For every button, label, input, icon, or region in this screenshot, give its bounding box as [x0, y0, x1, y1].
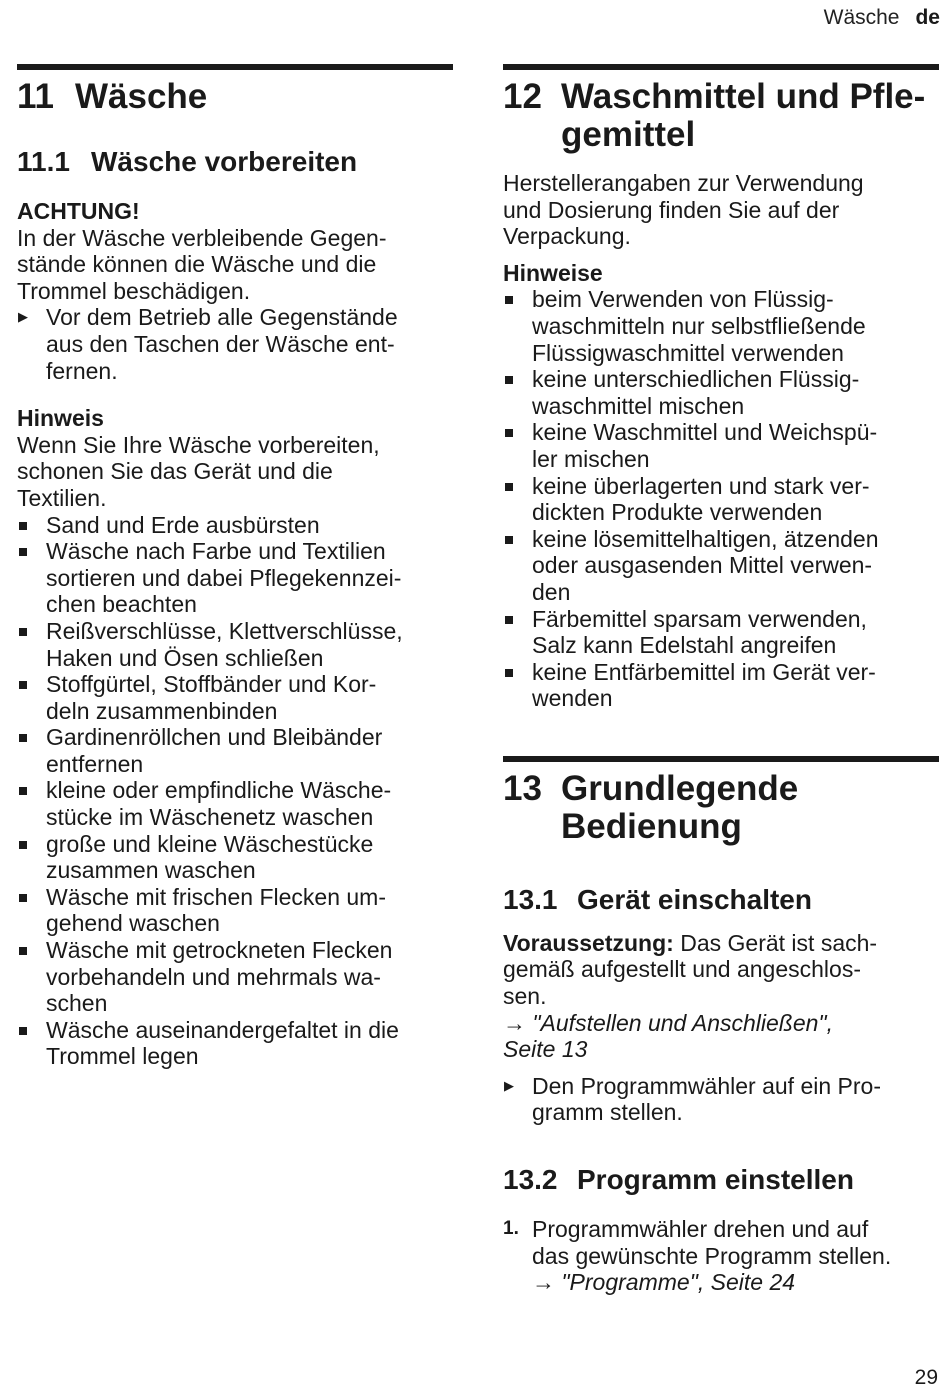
detergent-notes-list [503, 286, 939, 712]
item-line: keine unterschiedlichen Flüssig- [532, 366, 860, 393]
chapter-title-line: gemittel [561, 115, 696, 154]
intro-line: Herstellerangaben zur Verwendung [503, 170, 864, 196]
item-line: Wäsche auseinandergefaltet in die [46, 1016, 399, 1043]
caution-block [17, 198, 453, 384]
item-line: vorbehandeln und mehrmals wa- [46, 963, 381, 990]
chapter-title-line: Grundlegende [561, 768, 799, 808]
chapter-13-heading [503, 770, 939, 846]
section-title: Programm einstellen [577, 1164, 854, 1196]
item-line: Wäsche mit getrockneten Flecken [46, 937, 393, 964]
section-13-2-heading [503, 1164, 939, 1196]
list-item [17, 777, 453, 830]
chapter-number: 13 [503, 768, 542, 808]
prerequisite-line: gemäß aufgestellt und angeschlos- [503, 956, 861, 983]
item-line: Reißverschlüsse, Klettverschlüsse, [46, 617, 403, 644]
step-line: aus den Taschen der Wäsche ent- [46, 330, 395, 357]
item-line: oder ausgasenden Mittel verwen- [532, 552, 873, 579]
step-line: das gewünschte Programm stellen. [532, 1242, 892, 1269]
chapter-title-line: Waschmittel und Pfle- [561, 77, 926, 116]
step-line: fernen. [46, 357, 118, 384]
item-line: chen beachten [46, 591, 197, 618]
list-item [503, 366, 939, 419]
section-title: Wäsche vorbereiten [91, 146, 358, 177]
list-item [503, 473, 939, 526]
list-item [17, 671, 453, 724]
section-number: 13.2 [503, 1164, 558, 1196]
item-line: entfernen [46, 750, 144, 777]
item-line: beim Verwenden von Flüssig- [532, 286, 834, 313]
note-block [17, 405, 453, 1070]
item-line: große und kleine Wäschestücke [46, 830, 374, 857]
list-item [17, 512, 453, 539]
page-number: 29 [914, 1366, 938, 1389]
triangle-bullet-icon: ▶ [504, 1077, 514, 1093]
caution-label: ACHTUNG! [17, 198, 140, 224]
chapter-title [561, 770, 798, 846]
caution-line: Trommel beschädigen. [17, 277, 251, 304]
item-line: zusammen waschen [46, 857, 256, 884]
step-number: 1. [503, 1218, 519, 1240]
numbered-step [503, 1216, 939, 1296]
step-line: Vor dem Betrieb alle Gegenstände [46, 304, 398, 331]
item-line: Wäsche nach Farbe und Textilien [46, 538, 386, 565]
intro-line: und Dosierung finden Sie auf der [503, 196, 840, 223]
item-line: waschmitteln nur selbstfließende [532, 312, 866, 339]
prerequisite-text: Das Gerät ist sach- [673, 929, 878, 956]
section-number: 11.1 [17, 146, 70, 177]
chapter-number: 11 [17, 77, 54, 116]
item-line: deln zusammenbinden [46, 697, 278, 724]
right-column [503, 64, 939, 1296]
item-line: den [532, 578, 571, 605]
triangle-bullet-icon: ▶ [18, 309, 28, 325]
item-line: stücke im Wäschenetz waschen [46, 804, 374, 831]
caution-action-step [17, 304, 453, 384]
chapter-title [561, 78, 925, 154]
chapter-rule [503, 64, 939, 70]
chapter-title-line: Bedienung [561, 806, 742, 846]
item-line: keine Entfärbemittel im Gerät ver- [532, 658, 876, 685]
reference-text: "Programme", Seite 24 [555, 1269, 796, 1296]
arrow-right-icon: → [503, 1009, 526, 1036]
item-line: Flüssigwaschmittel verwenden [532, 339, 844, 366]
item-line: Trommel legen [46, 1043, 199, 1070]
running-header [824, 6, 940, 30]
item-line: Färbemittel sparsam verwenden, [532, 605, 867, 632]
list-item [17, 831, 453, 884]
item-line: kleine oder empfindliche Wäsche- [46, 777, 392, 804]
reference-line [503, 1010, 939, 1037]
list-item [503, 659, 939, 712]
prerequisite-line: sen. [503, 983, 547, 1010]
reference-line: Seite 13 [503, 1036, 588, 1063]
item-line: Salz kann Edelstahl angreifen [532, 632, 837, 659]
prerequisite-label: Voraussetzung: [503, 929, 674, 956]
left-column [17, 64, 453, 1070]
list-item [503, 526, 939, 606]
chapter-rule [503, 756, 939, 762]
section-13-1-heading [503, 884, 939, 916]
item-line: gehend waschen [46, 910, 220, 937]
list-item [17, 538, 453, 618]
action-step [503, 1073, 939, 1126]
cross-reference-link[interactable] [532, 1269, 939, 1296]
item-line: keine überlagerten und stark ver- [532, 472, 870, 499]
preparation-list [17, 512, 453, 1070]
reference-text: "Aufstellen und Anschließen", [526, 1009, 833, 1036]
list-item [17, 618, 453, 671]
prerequisite-line [503, 930, 939, 957]
list-item [17, 937, 453, 1017]
list-item [503, 606, 939, 659]
step-line: Programmwähler drehen und auf [532, 1216, 869, 1243]
item-line: dickten Produkte verwenden [532, 499, 823, 526]
section-number: 13.1 [503, 883, 558, 915]
header-section: Wäsche [823, 6, 900, 29]
chapter-number: 12 [503, 77, 542, 116]
chapter-12-heading [503, 78, 939, 154]
prerequisite-block [503, 930, 939, 1126]
caution-line: In der Wäsche verbleibende Gegen- [17, 224, 387, 251]
item-line: Stoffgürtel, Stoffbänder und Kor- [46, 671, 377, 698]
note-line: Textilien. [17, 484, 107, 511]
list-item [17, 724, 453, 777]
caution-line: stände können die Wäsche und die [17, 251, 377, 278]
item-line: Gardinenröllchen und Bleibänder [46, 724, 383, 751]
chapter-11-heading [17, 78, 453, 116]
note-line: Wenn Sie Ihre Wäsche vorbereiten, [17, 431, 380, 458]
item-line: Wäsche mit frischen Flecken um- [46, 883, 386, 910]
item-line: waschmittel mischen [532, 392, 745, 419]
item-line: Haken und Ösen schließen [46, 644, 324, 671]
header-language: de [915, 6, 940, 29]
section-title: Gerät einschalten [577, 883, 812, 915]
list-item [17, 1017, 453, 1070]
list-item [503, 419, 939, 472]
cross-reference-link[interactable] [503, 1010, 939, 1063]
notes-block [503, 260, 939, 712]
chapter-rule [17, 64, 453, 70]
arrow-right-icon: → [532, 1269, 555, 1296]
list-item [503, 286, 939, 366]
notes-label: Hinweise [503, 259, 603, 286]
chapter-title: Wäsche [75, 77, 208, 116]
item-line: wenden [532, 685, 613, 712]
item-line: keine Waschmittel und Weichspü- [532, 419, 878, 446]
intro-paragraph [503, 170, 939, 250]
item-line: Sand und Erde ausbürsten [46, 511, 320, 538]
item-line: sortieren und dabei Pflegekennzei- [46, 564, 402, 591]
step-line: gramm stellen. [532, 1099, 683, 1126]
list-item [17, 884, 453, 937]
item-line: keine lösemittelhaltigen, ätzenden [532, 525, 879, 552]
note-label: Hinweis [17, 405, 104, 432]
intro-line: Verpackung. [503, 223, 631, 250]
note-line: schonen Sie das Gerät und die [17, 458, 333, 485]
step-line: Den Programmwähler auf ein Pro- [532, 1072, 881, 1099]
item-line: ler mischen [532, 445, 650, 472]
item-line: schen [46, 990, 108, 1017]
section-11-1-heading [17, 146, 453, 178]
